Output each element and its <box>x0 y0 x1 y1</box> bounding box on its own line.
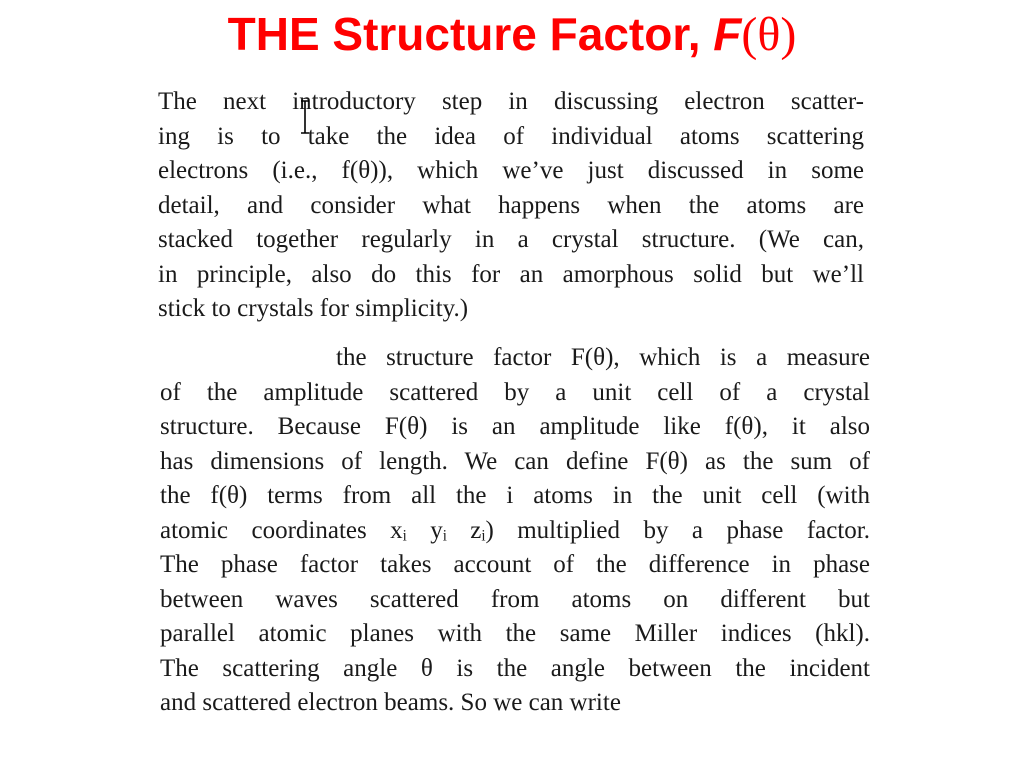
intro-paragraph <box>158 85 864 327</box>
title-function-symbol: F <box>713 8 742 60</box>
paragraph-line: has dimensions of length. We can define F(θ) as the sum of <box>160 447 870 475</box>
title-prefix: THE Structure Factor, <box>227 8 714 60</box>
title-function-argument: (θ) <box>741 8 797 61</box>
paragraph-line: The next introductory step in discussing electron scatter- <box>158 88 864 115</box>
structure-factor-paragraph <box>160 341 870 721</box>
text-ibeam-cursor-icon <box>299 100 311 134</box>
paragraph-line: parallel atomic planes with the same Miller indices (hkl). <box>160 620 870 647</box>
paragraph-line: the f(θ) terms from all the i atoms in the unit cell (with <box>160 482 870 509</box>
paragraph-line: The phase factor takes account of the difference in phase <box>160 551 870 578</box>
paragraph-line: detail, and consider what happens when the atoms are <box>158 191 864 219</box>
paragraph-line: of the amplitude scattered by a unit cell of a crystal <box>160 378 870 406</box>
paragraph-line: between waves scattered from atoms on different but <box>160 585 870 613</box>
slide-title <box>0 4 1024 65</box>
paragraph-line: stick to crystals for simplicity.) <box>158 295 469 322</box>
paragraph-line: electrons (i.e., f(θ)), which we’ve just discussed in some <box>158 157 864 184</box>
paragraph-line: and scattered electron beams. So we can write <box>160 689 621 716</box>
paragraph-line: stacked together regularly in a crystal structure. (We can, <box>158 226 864 253</box>
paragraph-line: structure. Because F(θ) is an amplitude like f(θ), it also <box>160 413 870 440</box>
paragraph-line: atomic coordinates xᵢ yᵢ zᵢ) multiplied by a phase factor. <box>160 516 870 544</box>
paragraph-line: the structure factor F(θ), which is a measure <box>336 344 870 371</box>
paragraph-line: The scattering angle θ is the angle between the incident <box>160 654 870 682</box>
paragraph-line: ing is to take the idea of individual atoms scattering <box>158 122 864 150</box>
paragraph-line: in principle, also do this for an amorphous solid but we’ll <box>158 260 864 288</box>
